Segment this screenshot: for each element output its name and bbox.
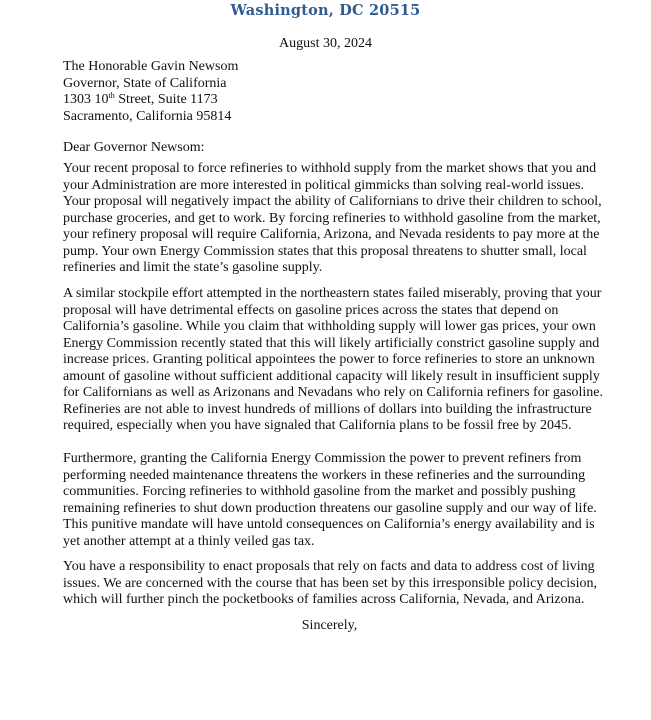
paragraph-line: yet another attempt at a thinly veiled gas tax. <box>63 533 315 549</box>
paragraph-line: required, especially when you have signaled that California plans to be fossil free by 2045. <box>63 418 572 434</box>
paragraph-line: purchase groceries, and get to work. By forcing refineries to withhold gasoline from the market, <box>63 210 601 226</box>
letterhead-city-line: Washington, DC 20515 <box>230 2 421 19</box>
paragraph-line: your refinery proposal will require California, Arizona, and Nevada residents to pay more at the <box>63 227 600 243</box>
paragraph-line: amount of gasoline without sufficient additional capacity will likely result in insufficient supply <box>63 368 600 384</box>
salutation: Dear Governor Newsom: <box>63 140 205 155</box>
paragraph-line: proposal will have detrimental effects on gasoline prices across the states that depend on <box>63 302 559 318</box>
body-paragraph-4 <box>63 559 623 609</box>
paragraph-line: communities. Forcing refineries to withhold gasoline from the market and possibly pushing <box>63 484 576 500</box>
paragraph-line: Your recent proposal to force refineries to withhold supply from the market shows that you and <box>63 161 597 176</box>
paragraph-line: California’s gasoline. While you claim that withholding supply will lower gas prices, your own <box>63 319 596 335</box>
recipient-street <box>63 92 238 109</box>
recipient-city-state-zip: Sacramento, California 95814 <box>63 108 232 124</box>
paragraph-line: issues. We are concerned with the course that has been set by this irresponsible policy decision, <box>63 575 597 591</box>
street-number: 1303 10 <box>63 92 109 107</box>
paragraph-line: This punitive mandate will have untold consequences on California’s energy availability and is <box>63 517 595 533</box>
body-paragraph-1 <box>63 161 623 277</box>
paragraph-line: performing needed maintenance threatens the workers in these refineries and the surrounding <box>63 467 586 483</box>
paragraph-line: A similar stockpile effort attempted in the northeastern states failed miserably, proving that your <box>63 286 602 301</box>
paragraph-line: increase prices. Granting political appointees the power to force refineries to store an unknown <box>63 352 595 368</box>
recipient-title: Governor, State of California <box>63 75 227 91</box>
recipient-name: The Honorable Gavin Newsom <box>63 59 239 74</box>
paragraph-line: Your proposal will negatively impact the ability of Californians to drive their children to school, <box>63 194 602 210</box>
body-paragraph-3 <box>63 451 623 550</box>
paragraph-line: refineries and limit the state’s gasoline supply. <box>63 260 323 276</box>
paragraph-line: remaining refineries to shut down production threatens our gasoline supply and our way of life. <box>63 500 597 516</box>
paragraph-line: which will further pinch the pocketbooks of families across California, Nevada, and Arizona. <box>63 592 585 608</box>
letter-date: August 30, 2024 <box>279 36 372 51</box>
paragraph-line: your Administration are more interested in political gimmicks than solving real-world issues. <box>63 177 585 193</box>
paragraph-line: Furthermore, granting the California Energy Commission the power to prevent refiners from <box>63 451 582 466</box>
street-ordinal-suffix: th <box>108 91 115 100</box>
body-paragraph-2 <box>63 286 623 435</box>
paragraph-line: Refineries are not able to invest hundreds of millions of dollars into building the infrastructure <box>63 401 592 417</box>
recipient-address-block <box>63 59 238 125</box>
paragraph-line: You have a responsibility to enact proposals that rely on facts and data to address cost of living <box>63 559 595 574</box>
street-rest: Street, Suite 1173 <box>114 92 218 107</box>
paragraph-line: Energy Commission recently stated that this will likely artificially constrict gasoline supply and <box>63 335 600 351</box>
paragraph-line: for Californians as well as Arizonans and Nevadans who rely on California refiners for gasoline. <box>63 385 604 401</box>
paragraph-line: pump. Your own Energy Commission states that this proposal threatens to shutter small, local <box>63 243 587 259</box>
closing: Sincerely, <box>301 618 358 633</box>
